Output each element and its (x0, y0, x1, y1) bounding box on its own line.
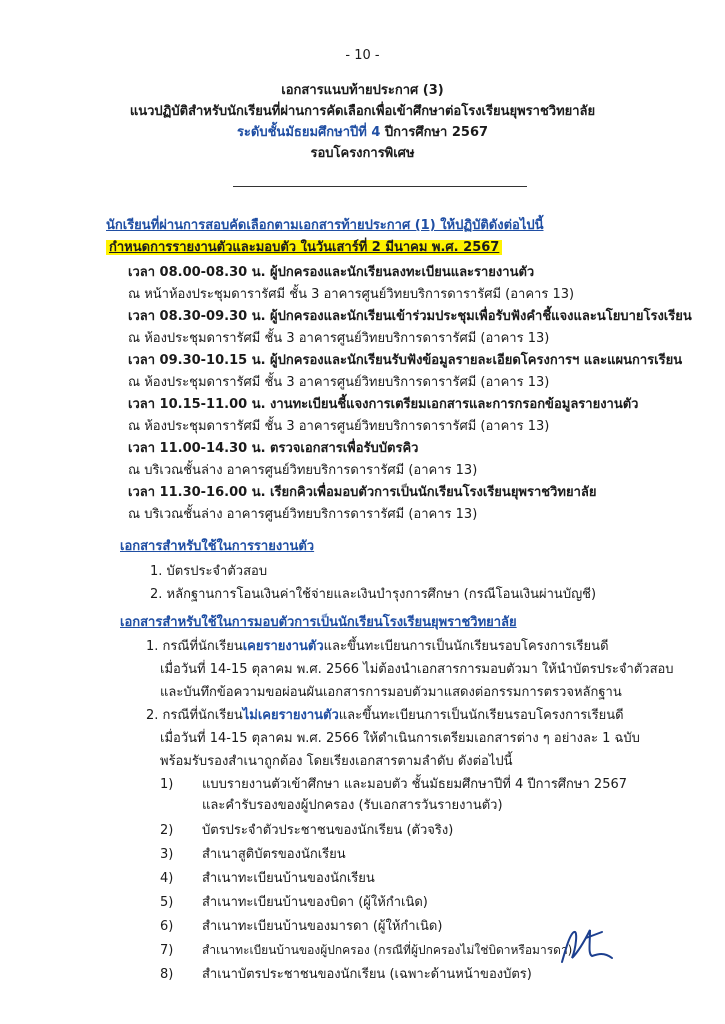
case-2-line-3: พร้อมรับรองสำเนาถูกต้อง โดยเรียงเอกสารตามลำดับ ดังต่อไปนี้ (160, 754, 513, 769)
case-1-emphasis: เคยรายงานตัว (242, 639, 324, 654)
schedule-place-5: ณ บริเวณชั้นล่าง อาคารศูนย์วิทยบริการดารารัศมี (อาคาร 13) (128, 463, 478, 478)
doc-list-number-4: 4) (160, 871, 174, 886)
doc-list-number-6: 6) (160, 919, 174, 934)
schedule-place-6: ณ บริเวณชั้นล่าง อาคารศูนย์วิทยบริการดารารัศมี (อาคาร 13) (128, 507, 478, 522)
case-2-emphasis: ไม่เคยรายงานตัว (242, 708, 339, 723)
header-line-2: แนวปฏิบัติสำหรับนักเรียนที่ผ่านการคัดเลือกเพื่อเข้าศึกษาต่อโรงเรียนยุพราชวิทยาลัย (129, 104, 596, 119)
doc-list-text-7: สำเนาทะเบียนบ้านของผู้ปกครอง (กรณีที่ผู้ปกครองไม่ใช่บิดาหรือมารดา) (202, 943, 573, 957)
doc-list-number-5: 5) (160, 895, 174, 910)
doc-list-number-8: 8) (160, 967, 174, 982)
header-year-text: ปีการศึกษา 2567 (380, 125, 489, 140)
report-doc-item-1: 1. บัตรประจำตัวสอบ (150, 564, 268, 579)
report-docs-heading: เอกสารสำหรับใช้ในการรายงานตัว (120, 539, 315, 554)
header-line-1: เอกสารแนบท้ายประกาศ (3) (281, 83, 444, 98)
schedule-time-3: เวลา 09.30-10.15 น. ผู้ปกครองและนักเรียนรับฟังข้อมูลรายละเอียดโครงการฯ และแผนการเรียน (128, 353, 683, 368)
header-divider (233, 186, 527, 187)
doc-list-number-3: 3) (160, 847, 174, 862)
report-doc-item-2: 2. หลักฐานการโอนเงินค่าใช้จ่ายและเงินบำรุงการศึกษา (กรณีโอนเงินผ่านบัญชี) (150, 587, 597, 602)
doc-list-text-8: สำเนาบัตรประชาชนของนักเรียน (เฉพาะด้านหน้าของบัตร) (202, 967, 532, 982)
schedule-time-1: เวลา 08.00-08.30 น. ผู้ปกครองและนักเรียนลงทะเบียนและรายงานตัว (128, 265, 535, 280)
schedule-place-1: ณ หน้าห้องประชุมดารารัศมี ชั้น 3 อาคารศูนย์วิทยบริการดารารัศมี (อาคาร 13) (128, 287, 575, 302)
doc-list-text-6: สำเนาทะเบียนบ้านของมารดา (ผู้ให้กำเนิด) (202, 919, 443, 934)
schedule-time-2: เวลา 08.30-09.30 น. ผู้ปกครองและนักเรียนเข้าร่วมประชุมเพื่อรับฟังคำชี้แจงและนโยบายโรงเรียน (128, 309, 692, 324)
doc-list-text-4: สำเนาทะเบียนบ้านของนักเรียน (202, 871, 375, 886)
case-2-post: และขึ้นทะเบียนการเป็นนักเรียนรอบโครงการเรียนดี (338, 708, 624, 723)
schedule-place-3: ณ ห้องประชุมดารารัศมี ชั้น 3 อาคารศูนย์วิทยบริการดารารัศมี (อาคาร 13) (128, 375, 550, 390)
doc-list-number-1: 1) (160, 777, 174, 792)
case-2-line-1 (146, 707, 624, 724)
schedule-time-4: เวลา 10.15-11.00 น. งานทะเบียนชี้แจงการเตรียมเอกสารและการกรอกข้อมูลรายงานตัว (128, 397, 639, 412)
schedule-time-5: เวลา 11.00-14.30 น. ตรวจเอกสารเพื่อรับบัตรคิว (128, 441, 419, 456)
intro-heading: นักเรียนที่ผ่านการสอบคัดเลือกตามเอกสารท้ายประกาศ (1) ให้ปฏิบัติดังต่อไปนี้ (106, 218, 544, 233)
schedule-heading (106, 239, 502, 256)
schedule-place-4: ณ ห้องประชุมดารารัศมี ชั้น 3 อาคารศูนย์วิทยบริการดารารัศมี (อาคาร 13) (128, 419, 550, 434)
case-2-pre: 2. กรณีที่นักเรียน (146, 708, 243, 723)
case-1-pre: 1. กรณีที่นักเรียน (146, 639, 243, 654)
enroll-docs-heading: เอกสารสำหรับใช้ในการมอบตัวการเป็นนักเรียนโรงเรียนยุพราชวิทยาลัย (120, 615, 517, 630)
doc-list-text-1: แบบรายงานตัวเข้าศึกษา และมอบตัว ชั้นมัธยมศึกษาปีที่ 4 ปีการศึกษา 2567 (202, 777, 628, 792)
schedule-heading-highlight: กำหนดการรายงานตัวและมอบตัว ในวันเสาร์ที่ 2 มีนาคม พ.ศ. 2567 (106, 240, 502, 255)
case-1-line-3: และบันทึกข้อความขอผ่อนผันเอกสารการมอบตัวมาแสดงต่อกรรมการตรวจหลักฐาน (160, 685, 622, 700)
doc-list-text-5: สำเนาทะเบียนบ้านของบิดา (ผู้ให้กำเนิด) (202, 895, 428, 910)
doc-list-text-2: บัตรประจำตัวประชาชนของนักเรียน (ตัวจริง) (202, 823, 454, 838)
doc-list-text-1b: และคำรับรองของผู้ปกครอง (รับเอกสารวันรายงานตัว) (202, 798, 503, 813)
header-line-3 (0, 124, 725, 141)
page-number: - 10 - (345, 48, 380, 63)
case-2-line-2: เมื่อวันที่ 14-15 ตุลาคม พ.ศ. 2566 ให้ดำเนินการเตรียมเอกสารต่าง ๆ อย่างละ 1 ฉบับ (160, 731, 640, 746)
case-1-line-1 (146, 638, 609, 655)
doc-list-number-7: 7) (160, 943, 174, 958)
header-line-4: รอบโครงการพิเศษ (310, 146, 415, 161)
schedule-time-6: เวลา 11.30-16.00 น. เรียกคิวเพื่อมอบตัวการเป็นนักเรียนโรงเรียนยุพราชวิทยาลัย (128, 485, 597, 500)
doc-list-text-3: สำเนาสูติบัตรของนักเรียน (202, 847, 346, 862)
schedule-place-2: ณ ห้องประชุมดารารัศมี ชั้น 3 อาคารศูนย์วิทยบริการดารารัศมี (อาคาร 13) (128, 331, 550, 346)
doc-list-number-2: 2) (160, 823, 174, 838)
case-1-post: และขึ้นทะเบียนการเป็นนักเรียนรอบโครงการเรียนดี (323, 639, 609, 654)
case-1-line-2: เมื่อวันที่ 14-15 ตุลาคม พ.ศ. 2566 ไม่ต้องนำเอกสารการมอบตัวมา ให้นำบัตรประจำตัวสอบ (160, 662, 674, 677)
header-level-text: ระดับชั้นมัธยมศึกษาปีที่ 4 (236, 125, 381, 140)
signature-mark (556, 918, 626, 968)
